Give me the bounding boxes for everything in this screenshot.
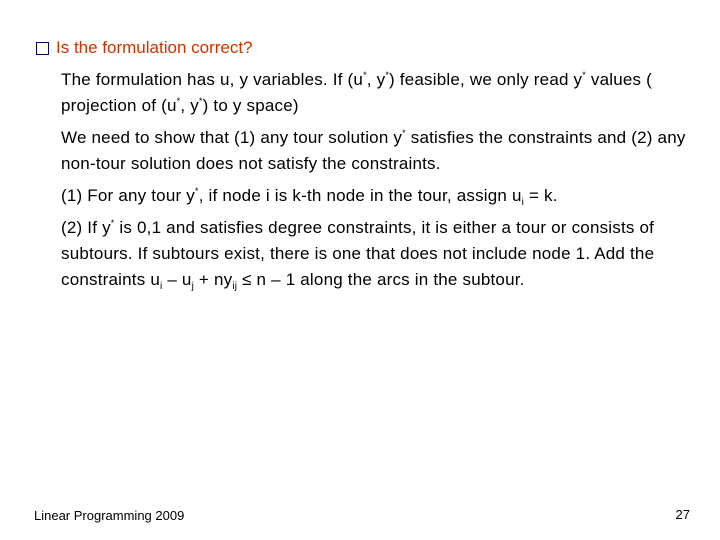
subscript: j xyxy=(191,281,194,292)
page-number: 27 xyxy=(675,507,690,522)
superscript: * xyxy=(385,70,390,80)
superscript: * xyxy=(194,186,199,196)
paragraph-case-2 xyxy=(61,215,701,293)
text: We need to show that (1) any tour solution y xyxy=(61,128,403,147)
text: ) feasible, we only read y xyxy=(389,70,583,89)
text: – u xyxy=(162,270,192,289)
text: , y xyxy=(366,70,386,89)
text: The formulation has u, y variables. If (u xyxy=(61,70,364,89)
superscript: * xyxy=(363,70,367,80)
subscript: i xyxy=(159,281,163,292)
text: (1) For any tour y xyxy=(61,186,195,205)
superscript: * xyxy=(402,128,406,138)
superscript: * xyxy=(176,96,181,106)
square-bullet-icon xyxy=(36,42,49,55)
subscript: i xyxy=(521,197,525,208)
slide-heading xyxy=(36,38,253,58)
text: , if node i is k-th node in the tour, assign u xyxy=(198,186,522,205)
superscript: * xyxy=(198,96,203,106)
text: ≤ n – 1 along the arcs in the subtour. xyxy=(237,270,525,289)
paragraph-formulation xyxy=(61,67,701,119)
footer-course: Linear Programming 2009 xyxy=(34,508,185,523)
text: values ( projection of (u xyxy=(61,70,653,115)
text: satisfies the constraints and (2) any non-tour solution does not satisfy the constraints. xyxy=(61,128,686,173)
heading-text: Is the formulation correct? xyxy=(56,38,253,57)
superscript: * xyxy=(582,70,586,80)
text: + ny xyxy=(193,270,233,289)
superscript: * xyxy=(110,218,115,228)
text: is 0,1 and satisfies degree constraints, it is either a tour or consists of subtours. If subtours exist, there is one that does not include node 1. Add the constraints u xyxy=(61,218,655,289)
paragraph-need-to-show xyxy=(61,125,701,177)
paragraph-case-1 xyxy=(61,183,701,209)
subscript: ij xyxy=(232,281,238,292)
text: , y xyxy=(180,96,199,115)
text: (2) If y xyxy=(61,218,111,237)
text: ) to y space) xyxy=(202,96,299,115)
text: = k. xyxy=(524,186,558,205)
